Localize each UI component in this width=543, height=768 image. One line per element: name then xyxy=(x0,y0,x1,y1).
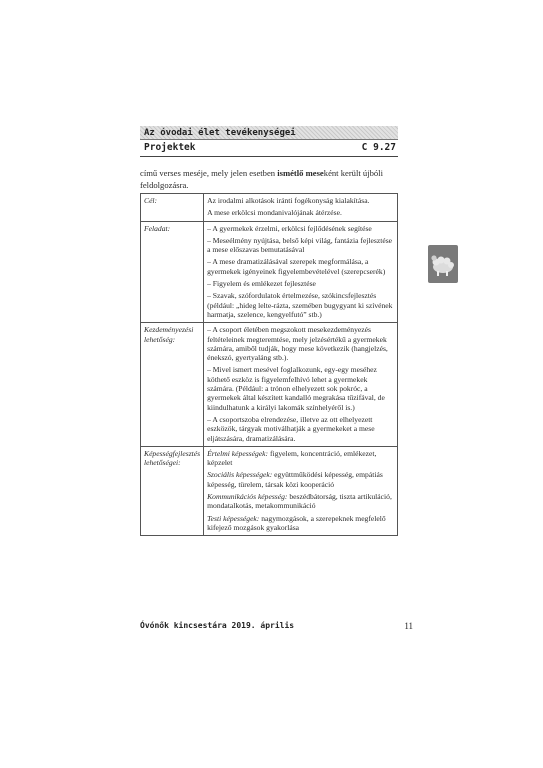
list-item: – A csoport életében megszokott mesekezdeményezés feltételeinek megteremtése, mely jelzésértékű a gyermekek számára, amiből tudják, hogy mese következik (hangjelzés, énekszó, gyertyaláng stb.). xyxy=(207,325,388,363)
skill-term: Kommunikációs képesség: xyxy=(207,492,288,502)
list-item: A mese erkölcsi mondanivalójának átérzése. xyxy=(207,208,342,218)
skill-text: figyelem, koncentráció, emlékezet, képzelet xyxy=(207,448,377,468)
list-item: – Mivel ismert mesével foglalkozunk, egy-egy meséhez köthető eszköz is figyelemfelhívó lehet a gyermekek számára. (Például: a trónon elhelyezett sok pokróc, a gyermekek által készített kandalló megrakása tűzifával, de kiindulhatunk a királyi lakomák színhelyéről is.) xyxy=(207,365,385,412)
skill-term: Szociális képességek: xyxy=(207,470,273,480)
skill-term: Testi képességek: xyxy=(207,513,260,523)
list-item xyxy=(207,449,394,468)
skill-term: Értelmi képességek: xyxy=(207,448,269,458)
row-label-kezdemenyezesi: Kezdeményezési lehetőség: xyxy=(141,323,204,447)
table-row-cel xyxy=(141,194,398,222)
page-number: 11 xyxy=(404,621,413,631)
section-subheader xyxy=(140,142,398,157)
intro-paragraph xyxy=(140,168,398,191)
skill-text: nagymozgások, a szerepeknek megfelelő kifejező mozgások gyakorlása xyxy=(207,513,386,532)
section-code: C 9.27 xyxy=(361,142,396,153)
list-item xyxy=(207,470,394,489)
table-row-feladat xyxy=(141,221,398,323)
band-title: Az óvodai élet tevékenységei xyxy=(144,128,296,138)
table-row-kepesseg xyxy=(141,446,398,535)
row-content-kepesseg xyxy=(204,446,398,535)
row-label-cel: Cél: xyxy=(141,194,204,222)
row-label-kepesseg: Képességfejlesztés lehetőségei: xyxy=(141,446,204,535)
list-item: – A mese dramatizálásával szerepek megformálása, a gyermekek igényeinek figyelembevételével (szerepcserék) xyxy=(207,257,386,276)
row-label-feladat: Feladat: xyxy=(141,221,204,323)
sheep-figure-graphic xyxy=(428,245,458,283)
list-item: – A csoportszoba elrendezése, illetve az ott elhelyezett eszközök, tárgyak motiválhatják a gyermekeket a mese eljátszására, dramatizálására. xyxy=(207,414,375,443)
list-item xyxy=(207,492,394,511)
intro-bold-term: ismétlő mese xyxy=(277,168,324,178)
skill-text: együttműködési képesség, empátiás képesség, türelem, társak közi kooperáció xyxy=(207,470,383,489)
table-row-kezdemenyezesi xyxy=(141,323,398,447)
intro-text-start: című verses meséje, mely jelen esetben xyxy=(140,168,278,178)
row-content-kezdemenyezesi xyxy=(204,323,398,447)
list-item: – A gyermekek érzelmi, erkölcsi fejlődésének segítése xyxy=(207,223,372,233)
list-item: – Figyelem és emlékezet fejlesztése xyxy=(207,279,316,289)
row-content-feladat xyxy=(204,221,398,323)
list-item: Az irodalmi alkotások iránti fogékonyság kialakítása. xyxy=(207,196,370,205)
sheep-figure-icon xyxy=(428,245,458,283)
section-name: Projektek xyxy=(144,142,196,153)
section-header-band xyxy=(140,126,398,140)
list-item: – Meseélmény nyújtása, belső képi világ, fantázia fejlesztése a mese előszavas bemutatásával xyxy=(207,235,393,255)
project-table xyxy=(140,193,398,536)
row-content-cel xyxy=(204,194,398,222)
skill-text: beszédbátorság, tiszta artikuláció, mondatalkotás, metakommunikáció xyxy=(207,492,392,511)
intro-text-end: ként került újbóli feldolgozásra. xyxy=(140,168,383,190)
list-item xyxy=(207,514,394,533)
list-item: – Szavak, szófordulatok értelmezése, szókincsfejlesztés (például: „hideg lelte-rázta, szemében bugygyant ki szívének harmatja, szelence, kengyelfutó” stb.) xyxy=(207,291,393,319)
journal-title: Óvónők kincsestára 2019. április xyxy=(140,621,295,630)
page-footer xyxy=(140,621,413,630)
